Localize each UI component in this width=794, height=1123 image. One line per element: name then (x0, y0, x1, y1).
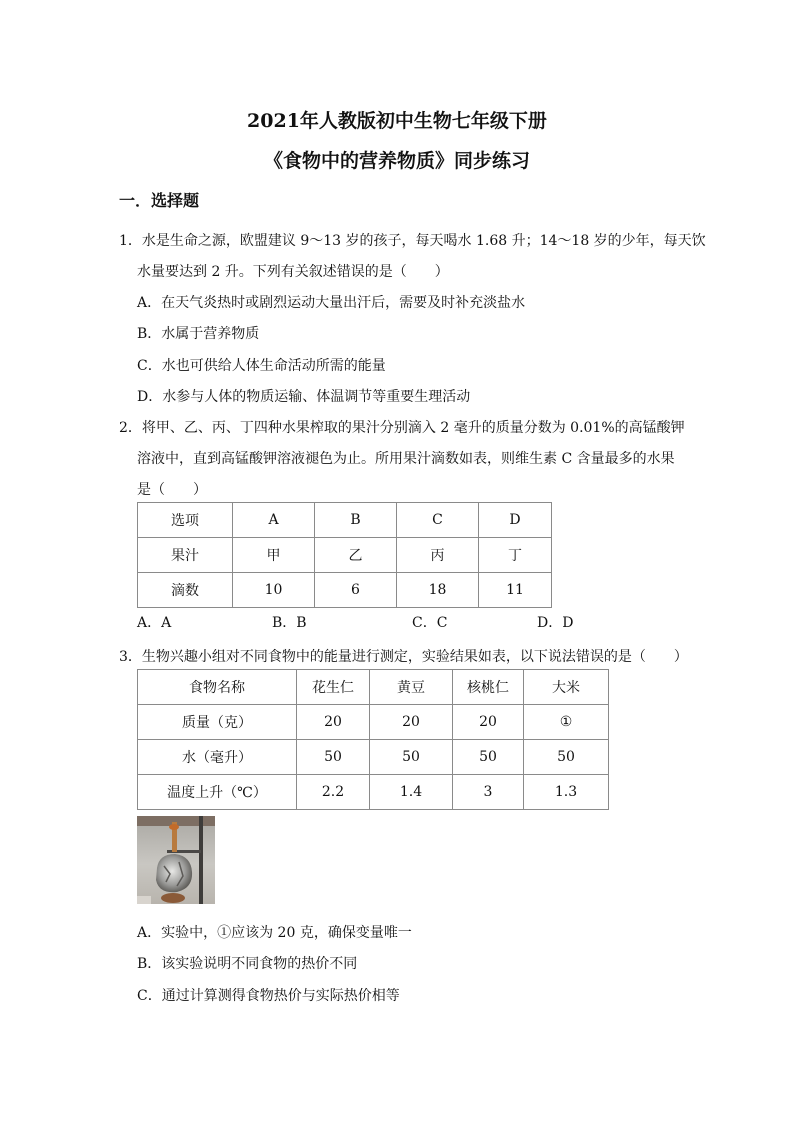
table-cell: 温度上升（℃） (138, 775, 297, 810)
table-row (138, 740, 609, 775)
table-cell: D (479, 503, 552, 538)
q2-option-b: B．B (272, 615, 307, 631)
q2-stem-line1: 2．将甲、乙、丙、丁四种水果榨取的果汁分别滴入 2 毫升的质量分数为 0.01%的高锰酸钾 (119, 420, 685, 436)
table-cell: 花生仁 (297, 670, 370, 705)
table-cell: 食物名称 (138, 670, 297, 705)
table-cell: 乙 (315, 538, 397, 573)
table-cell: 丁 (479, 538, 552, 573)
q2-stem-line2: 溶液中，直到高锰酸钾溶液褪色为止。所用果汁滴数如表，则维生素 C 含量最多的水果 (137, 451, 675, 467)
table-cell: 20 (370, 705, 453, 740)
table-cell: 核桃仁 (453, 670, 524, 705)
table-cell: 甲 (233, 538, 315, 573)
table-cell: 11 (479, 573, 552, 608)
q1-option-d: D．水参与人体的物质运输、体温调节等重要生理活动 (137, 389, 471, 405)
table-cell: 黄豆 (370, 670, 453, 705)
table-cell: A (233, 503, 315, 538)
table-cell: 20 (453, 705, 524, 740)
table-cell: 50 (453, 740, 524, 775)
table-cell: C (397, 503, 479, 538)
q3-option-b: B．该实验说明不同食物的热价不同 (137, 956, 358, 972)
table-cell: 18 (397, 573, 479, 608)
table-cell: 选项 (138, 503, 233, 538)
table-cell: B (315, 503, 397, 538)
table-cell: 丙 (397, 538, 479, 573)
q2-stem-line3: 是（ ） (137, 482, 207, 498)
q1-option-b: B．水属于营养物质 (137, 326, 260, 342)
table-cell: 滴数 (138, 573, 233, 608)
q1-stem-line1: 1．水是生命之源，欧盟建议 9～13 岁的孩子，每天喝水 1.68 升；14～18 岁的少年，每天饮 (119, 233, 706, 249)
table-row (138, 573, 552, 608)
table-cell: 6 (315, 573, 397, 608)
document-title: 2021年人教版初中生物七年级下册 (247, 110, 547, 132)
experiment-photo (137, 816, 215, 904)
table-cell: 2.2 (297, 775, 370, 810)
q3-stem: 3．生物兴趣小组对不同食物中的能量进行测定，实验结果如表，以下说法错误的是（ ） (119, 649, 688, 665)
q2-option-a: A．A (137, 615, 172, 631)
table-cell: 20 (297, 705, 370, 740)
table-cell: 质量（克） (138, 705, 297, 740)
q1-option-c: C．水也可供给人体生命活动所需的能量 (137, 358, 386, 374)
table-cell: 大米 (524, 670, 609, 705)
table-row (138, 775, 609, 810)
q3-option-c: C．通过计算测得食物热价与实际热价相等 (137, 988, 400, 1004)
table-row (138, 670, 609, 705)
q1-option-a: A．在天气炎热时或剧烈运动大量出汗后，需要及时补充淡盐水 (137, 295, 526, 311)
table-cell: 50 (297, 740, 370, 775)
q2-option-c: C．C (412, 615, 448, 631)
table-cell: 果汁 (138, 538, 233, 573)
table-cell: 50 (524, 740, 609, 775)
table-row (138, 705, 609, 740)
table-cell: 1.3 (524, 775, 609, 810)
table-row (138, 503, 552, 538)
table-cell: ① (524, 705, 609, 740)
q3-table (137, 669, 609, 810)
table-row (138, 538, 552, 573)
table-cell: 1.4 (370, 775, 453, 810)
table-cell: 50 (370, 740, 453, 775)
table-cell: 水（毫升） (138, 740, 297, 775)
q1-stem-line2: 水量要达到 2 升。下列有关叙述错误的是（ ） (137, 264, 449, 280)
table-cell: 3 (453, 775, 524, 810)
table-cell: 10 (233, 573, 315, 608)
q2-table (137, 502, 552, 608)
document-subtitle: 《食物中的营养物质》同步练习 (263, 150, 530, 172)
q2-option-d: D．D (537, 615, 574, 631)
q3-option-a: A．实验中，①应该为 20 克，确保变量唯一 (137, 925, 412, 941)
section-heading: 一．选择题 (119, 191, 200, 210)
